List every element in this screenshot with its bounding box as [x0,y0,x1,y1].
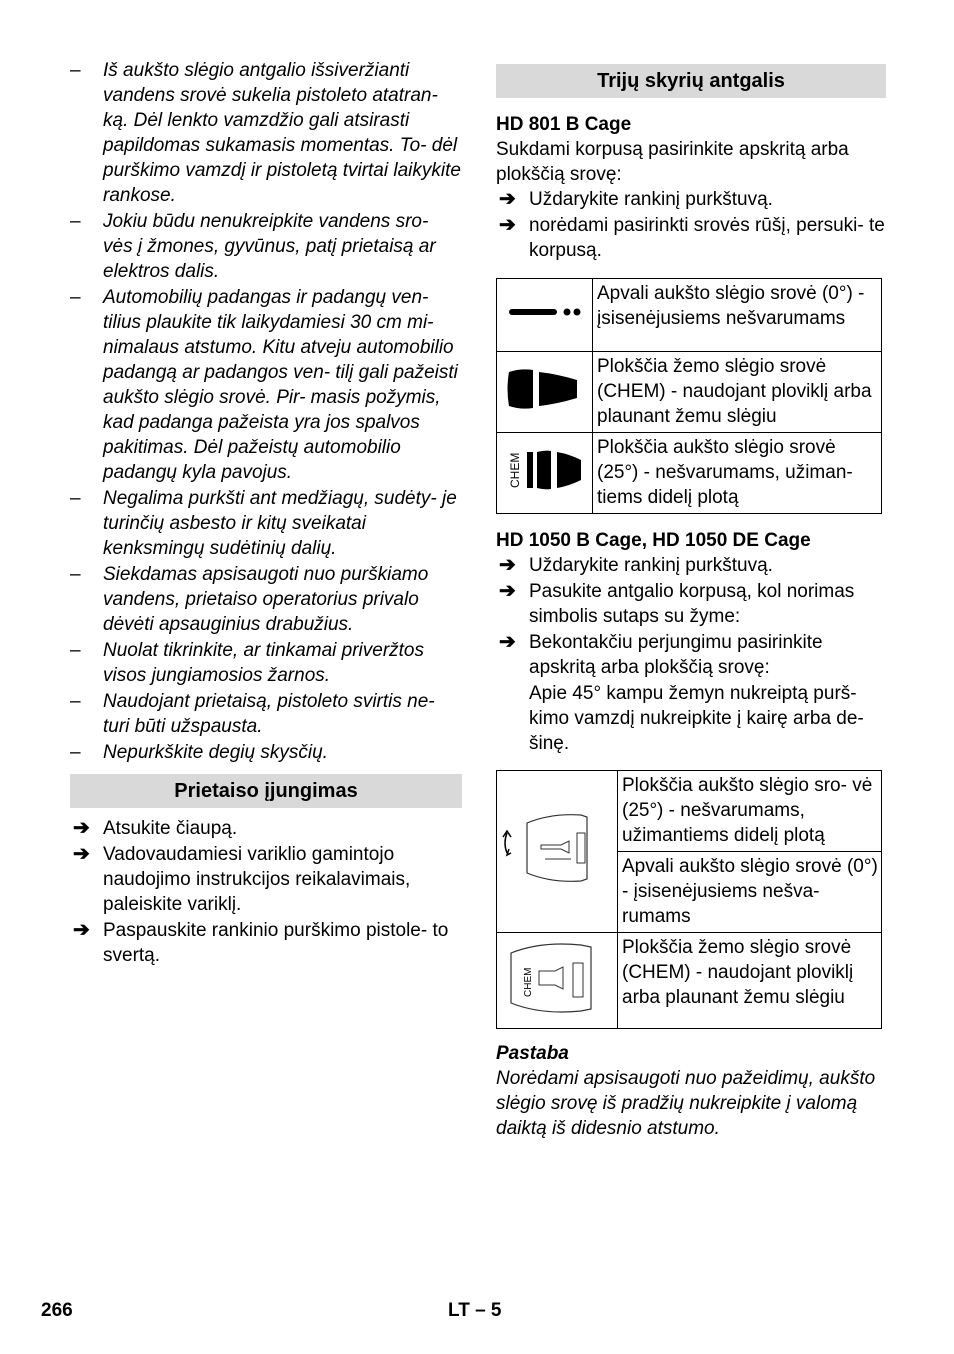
warning-item [70,58,462,208]
dash-bullet: – [70,211,81,232]
table-cell: Apvali aukšto slėgio srovė (0°) - įsisenėjusiems nešva- rumams [618,852,882,933]
warning-item [70,740,462,765]
table-cell: Plokščia žemo slėgio srovė (CHEM) - naudojant ploviklį arba plaunant žemu slėgiu [593,352,882,433]
list-item-text: Atsukite čiaupą. [103,818,238,839]
table-row [497,771,882,852]
step-item [70,842,462,917]
table-row [497,352,882,433]
heading-hd801: HD 801 B Cage [496,114,632,135]
list-item-text: Iš aukšto slėgio antgalio išsiveržianti vandens srovė sukelia pistoleto atatran- ką. Dėl lenkto vamzdžio gali atsirasti papildomas sukamasis momentas. To- dėl purškimo vamzdį ir pistoletą tvirtai laikykite rankose. [103,60,461,206]
nozzle-chem-icon [497,933,618,1029]
heading-hd1050: HD 1050 B Cage, HD 1050 DE Cage [496,530,811,551]
dash-bullet: – [70,564,81,585]
table-cell: Apvali aukšto slėgio srovė (0°) - įsisenėjusiems nešvarumams [593,279,882,352]
table-cell: Plokščia aukšto slėgio sro- vė (25°) - nešvarumams, užimantiems didelį plotą [618,771,882,852]
list-item-text: Uždarykite rankinį purkštuvą. [529,555,773,576]
dash-bullet: – [70,742,81,763]
table-cell: Plokščia aukšto slėgio srovė (25°) - nešvarumams, užiman- tiems didelį plotą [593,433,882,514]
arrow-icon: ➔ [499,214,516,236]
step-item [496,553,886,578]
svg-text:CHEM: CHEM [507,452,522,488]
left-column [70,58,462,969]
note-title: Pastaba [496,1043,569,1064]
section-title-startup: Prietaiso įjungimas [70,774,462,808]
table-row [497,279,882,352]
step-item [70,816,462,841]
startup-steps [70,816,462,968]
warning-item [70,486,462,561]
arrow-icon: ➔ [73,919,90,941]
warning-item [70,285,462,485]
note-text: Norėdami apsisaugoti nuo pažeidimų, aukšto slėgio srovę iš pradžių nukreipkite į valomą daiktą iš didesnio atstumo. [496,1068,876,1139]
hd1050-extra: Apie 45° kampu žemyn nukreiptą purš- kimo vamzdį nukreipkite į kairę arba de- šinę. [529,683,864,754]
hd1050-steps [496,553,886,680]
dash-bullet: – [70,488,81,509]
list-item-text: Jokiu būdu nenukreipkite vandens sro- vės į žmones, gyvūnus, patį prietaisą ar elektros dalis. [103,211,436,282]
svg-text:CHEM: CHEM [523,967,534,997]
arrow-icon: ➔ [499,580,516,602]
warning-list [70,58,462,765]
hd801-nozzle-table [496,278,882,514]
dash-bullet: – [70,691,81,712]
arrow-icon: ➔ [73,843,90,865]
list-item-text: Pasukite antgalio korpusą, kol norimas simbolis sutaps su žyme: [529,581,855,627]
step-item [496,187,886,212]
list-item-text: Siekdamas apsisaugoti nuo purškiamo vandens, prietaiso operatorius privalo dėvėti apsauginius drabužius. [103,564,429,635]
list-item-text: Nuolat tikrinkite, ar tinkamai priveržtos visos jungiamosios žarnos. [103,640,424,686]
list-item-text: Nepurkškite degių skysčių. [103,742,328,763]
arrow-icon: ➔ [73,817,90,839]
list-item-text: Vadovaudamiesi variklio gamintojo naudojimo instrukcijos reikalavimais, paleiskite variklį. [103,844,411,915]
round-jet-icon [497,279,593,352]
list-item-text: Paspauskite rankinio purškimo pistole- to svertą. [103,920,449,966]
dash-bullet: – [70,287,81,308]
dash-bullet: – [70,640,81,661]
arrow-icon: ➔ [499,631,516,653]
dash-bullet: – [70,60,81,81]
warning-item [70,689,462,739]
arrow-icon: ➔ [499,554,516,576]
list-item-text: Naudojant prietaisą, pistoleto svirtis ne- turi būti užspausta. [103,691,435,737]
table-row [497,933,882,1029]
warning-item [70,209,462,284]
list-item-text: norėdami pasirinkti srovės rūšį, persuki- te korpusą. [529,215,885,261]
flat-low-pressure-icon [497,352,593,433]
list-item-text: Automobilių padangas ir padangų ven- tilius plaukite tik laikydamiesi 30 cm mi- nimalaus atstumo. Kitu atveju automobilio padangą ar padangos ven- tilį gali pažeisti aukšto slėgio srovė. Pir- masis požymis, kad padanga pažeista yra jos spalvos pakitimas. Dėl pažeistų automobilio padangų kyla pavojus. [103,287,458,483]
arrow-icon: ➔ [499,188,516,210]
step-item [496,579,886,629]
list-item-text: Bekontakčiu perjungimu pasirinkite apskritą arba plokščią srovę: [529,632,823,678]
page-number: 266 [41,1300,73,1321]
section-title-nozzle: Trijų skyrių antgalis [496,64,886,98]
step-item [496,213,886,263]
lang-page-label: LT – 5 [448,1300,502,1321]
nozzle-rotate-icon [497,771,618,933]
hd801-steps [496,187,886,263]
right-column [496,58,886,1141]
hd1050-nozzle-table [496,770,882,1029]
warning-item [70,562,462,637]
list-item-text: Uždarykite rankinį purkštuvą. [529,189,773,210]
warning-item [70,638,462,688]
step-item [70,918,462,968]
table-row [497,433,882,514]
list-item-text: Negalima purkšti ant medžiagų, sudėty- je turinčių asbesto ir kitų sveikatai kenksmingų sudėtinių dalių. [103,488,457,559]
table-cell: Plokščia žemo slėgio srovė (CHEM) - naudojant ploviklį arba plaunant žemu slėgiu [618,933,882,1029]
hd801-intro: Sukdami korpusą pasirinkite apskritą arba plokščią srovę: [496,139,849,185]
flat-high-pressure-chem-icon [497,433,593,514]
step-item [496,630,886,680]
